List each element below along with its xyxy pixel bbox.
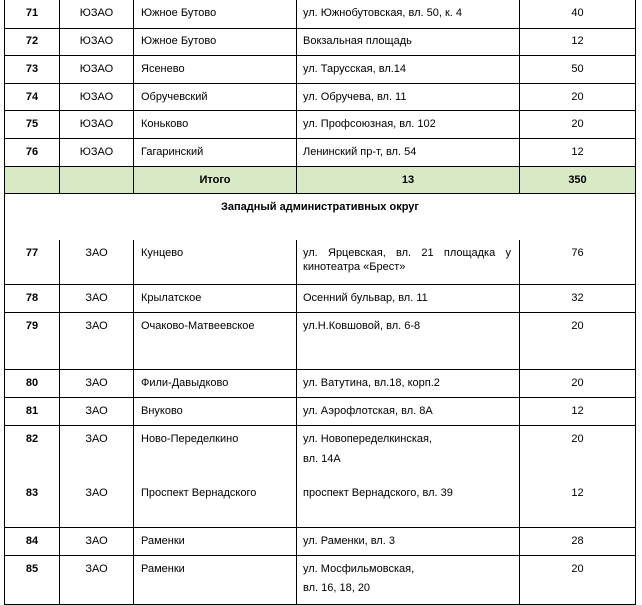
row-district: ЮЗАО [79, 146, 114, 158]
row-places: 76 [571, 247, 584, 259]
row-places: 50 [571, 63, 584, 75]
row-district: ЮЗАО [79, 63, 114, 75]
row-address: ул. Профсоюзная, вл. 102 [303, 118, 436, 130]
row-address: Осенний бульвар, вл. 11 [303, 292, 428, 304]
total-sum: 350 [568, 174, 587, 186]
row-area: Обручевский [141, 91, 208, 103]
row-places: 28 [571, 535, 584, 547]
row-address-line2: вл. 14А [303, 453, 341, 465]
row-places: 20 [571, 563, 584, 575]
row-district: ЗАО [85, 247, 108, 259]
row-address: ул. Обручева, вл. 11 [303, 91, 407, 103]
row-district: ЗАО [85, 433, 108, 445]
row-address: ул.Н.Ковшовой, вл. 6-8 [303, 320, 421, 332]
row-address: проспект Вернадского, вл. 39 [303, 487, 453, 499]
row-address: ул. Аэрофлотская, вл. 8А [303, 405, 433, 417]
row-district: ЗАО [85, 320, 108, 332]
row-district: ЗАО [85, 535, 108, 547]
row-places: 20 [571, 91, 584, 103]
row-number: 71 [25, 7, 39, 19]
row-places: 20 [571, 118, 584, 130]
row-area: Южное Бутово [141, 7, 217, 19]
row-number: 79 [25, 320, 39, 332]
row-number: 84 [25, 535, 39, 547]
row-number: 80 [25, 377, 39, 389]
row-number: 78 [25, 292, 39, 304]
section-title: Западный административных округ [221, 201, 419, 213]
row-address: Ленинский пр-т, вл. 54 [303, 146, 417, 158]
row-district: ЮЗАО [79, 91, 114, 103]
row-area: Южное Бутово [141, 35, 217, 47]
row-address: ул. Ярцевская, вл. 21 площадка у кинотеатра «Брест» [303, 247, 511, 273]
row-number: 73 [25, 63, 39, 75]
row-number: 76 [25, 146, 39, 158]
row-area: Раменки [141, 563, 185, 575]
row-area: Ново-Переделкино [141, 433, 239, 445]
row-places: 20 [571, 320, 584, 332]
row-number: 74 [25, 91, 39, 103]
row-number: 72 [25, 35, 39, 47]
row-area: Проспект Вернадского [141, 487, 257, 499]
row-area: Раменки [141, 535, 185, 547]
row-places: 32 [571, 292, 584, 304]
row-places: 12 [571, 146, 584, 158]
row-area: Крылатское [141, 292, 202, 304]
row-address: ул. Мосфильмовская, [303, 563, 415, 575]
row-district: ЮЗАО [79, 7, 114, 19]
row-area: Гагаринский [141, 146, 204, 158]
row-area: Очаково-Матвеевское [141, 320, 255, 332]
row-address: ул. Ватутина, вл.18, корп.2 [303, 377, 440, 389]
row-number: 85 [25, 563, 39, 575]
row-number: 83 [25, 487, 39, 499]
row-number: 82 [25, 433, 39, 445]
row-places: 12 [571, 35, 584, 47]
row-places: 20 [571, 433, 584, 445]
row-address: Вокзальная площадь [303, 35, 412, 47]
row-places: 12 [571, 405, 584, 417]
total-label: Итого [199, 174, 231, 186]
row-number: 81 [25, 405, 39, 417]
row-places: 12 [571, 487, 584, 499]
row-address: ул. Новопеределкинская, [303, 433, 433, 445]
row-address-line2: вл. 16, 18, 20 [303, 582, 371, 594]
row-address: ул. Раменки, вл. 3 [303, 535, 395, 547]
row-number: 75 [25, 118, 39, 130]
row-area: Внуково [141, 405, 183, 417]
row-address: ул. Южнобутовская, вл. 50, к. 4 [303, 7, 463, 19]
row-district: ЗАО [85, 292, 108, 304]
row-district: ЗАО [85, 563, 108, 575]
row-district: ЗАО [85, 377, 108, 389]
row-area: Фили-Давыдково [141, 377, 229, 389]
row-area: Коньково [141, 118, 189, 130]
row-number: 77 [25, 247, 39, 259]
row-district: ЮЗАО [79, 35, 114, 47]
row-district: ЗАО [85, 487, 108, 499]
row-area: Кунцево [141, 247, 184, 259]
row-district: ЮЗАО [79, 118, 114, 130]
row-address: ул. Тарусская, вл.14 [303, 63, 407, 75]
row-places: 20 [571, 377, 584, 389]
row-places: 40 [571, 7, 584, 19]
row-area: Ясенево [141, 63, 185, 75]
row-district: ЗАО [85, 405, 108, 417]
total-count: 13 [401, 174, 415, 186]
